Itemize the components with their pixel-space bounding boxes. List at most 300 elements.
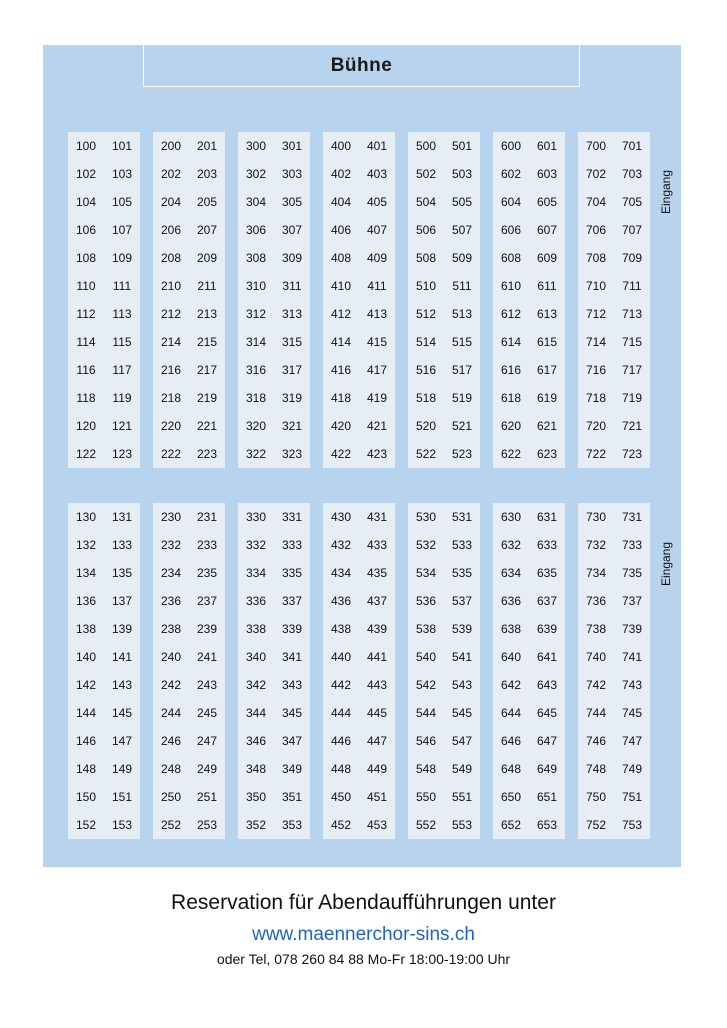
seat-440[interactable]: 440 xyxy=(330,650,352,664)
seat-112[interactable]: 112 xyxy=(76,307,96,321)
seat-747[interactable]: 747 xyxy=(621,734,643,748)
seat-635[interactable]: 635 xyxy=(536,566,558,580)
seat-704[interactable]: 704 xyxy=(585,195,607,209)
seat-617[interactable]: 617 xyxy=(536,363,558,377)
seat-600[interactable]: 600 xyxy=(500,139,522,153)
website-link[interactable]: www.maennerchor-sins.ch xyxy=(252,924,475,945)
seat-352[interactable]: 352 xyxy=(245,818,267,832)
seat-308[interactable]: 308 xyxy=(245,251,267,265)
seat-522[interactable]: 522 xyxy=(415,447,437,461)
seat-150[interactable]: 150 xyxy=(75,790,97,804)
seat-531[interactable]: 531 xyxy=(451,510,473,524)
seat-436[interactable]: 436 xyxy=(330,594,352,608)
seat-220[interactable]: 220 xyxy=(160,419,182,433)
seat-516[interactable]: 516 xyxy=(415,363,437,377)
seat-607[interactable]: 607 xyxy=(536,223,558,237)
seat-551[interactable]: 551 xyxy=(451,790,473,804)
seat-448[interactable]: 448 xyxy=(330,762,352,776)
seat-338[interactable]: 338 xyxy=(245,622,267,636)
seat-107[interactable]: 107 xyxy=(111,223,133,237)
seat-306[interactable]: 306 xyxy=(245,223,267,237)
seat-239[interactable]: 239 xyxy=(196,622,218,636)
seat-651[interactable]: 651 xyxy=(536,790,558,804)
seat-521[interactable]: 521 xyxy=(451,419,473,433)
seat-716[interactable]: 716 xyxy=(585,363,607,377)
seat-733[interactable]: 733 xyxy=(621,538,643,552)
seat-402[interactable]: 402 xyxy=(330,167,352,181)
seat-431[interactable]: 431 xyxy=(366,510,388,524)
seat-532[interactable]: 532 xyxy=(415,538,437,552)
seat-708[interactable]: 708 xyxy=(585,251,607,265)
seat-503[interactable]: 503 xyxy=(451,167,473,181)
seat-513[interactable]: 513 xyxy=(451,307,473,321)
seat-134[interactable]: 134 xyxy=(75,566,97,580)
seat-222[interactable]: 222 xyxy=(160,447,182,461)
seat-212[interactable]: 212 xyxy=(160,307,182,321)
seat-414[interactable]: 414 xyxy=(330,335,352,349)
seat-632[interactable]: 632 xyxy=(500,538,522,552)
seat-714[interactable]: 714 xyxy=(585,335,607,349)
seat-610[interactable]: 610 xyxy=(500,279,522,293)
seat-703[interactable]: 703 xyxy=(621,167,643,181)
seat-148[interactable]: 148 xyxy=(75,762,97,776)
seat-247[interactable]: 247 xyxy=(196,734,218,748)
seat-149[interactable]: 149 xyxy=(111,762,133,776)
seat-546[interactable]: 546 xyxy=(415,734,437,748)
seat-417[interactable]: 417 xyxy=(366,363,388,377)
seat-741[interactable]: 741 xyxy=(621,650,643,664)
seat-153[interactable]: 153 xyxy=(111,818,133,832)
seat-350[interactable]: 350 xyxy=(245,790,267,804)
seat-307[interactable]: 307 xyxy=(281,223,303,237)
seat-110[interactable]: 110 xyxy=(76,279,96,293)
seat-121[interactable]: 121 xyxy=(111,419,133,433)
seat-446[interactable]: 446 xyxy=(330,734,352,748)
seat-518[interactable]: 518 xyxy=(415,391,437,405)
seat-633[interactable]: 633 xyxy=(536,538,558,552)
seat-139[interactable]: 139 xyxy=(111,622,133,636)
seat-505[interactable]: 505 xyxy=(451,195,473,209)
seat-620[interactable]: 620 xyxy=(500,419,522,433)
seat-312[interactable]: 312 xyxy=(245,307,267,321)
seat-514[interactable]: 514 xyxy=(415,335,437,349)
seat-746[interactable]: 746 xyxy=(585,734,607,748)
seat-411[interactable]: 411 xyxy=(367,279,387,293)
seat-441[interactable]: 441 xyxy=(366,650,388,664)
seat-248[interactable]: 248 xyxy=(160,762,182,776)
seat-552[interactable]: 552 xyxy=(415,818,437,832)
seat-238[interactable]: 238 xyxy=(160,622,182,636)
seat-437[interactable]: 437 xyxy=(366,594,388,608)
seat-200[interactable]: 200 xyxy=(160,139,182,153)
seat-719[interactable]: 719 xyxy=(621,391,643,405)
seat-114[interactable]: 114 xyxy=(76,335,96,349)
seat-136[interactable]: 136 xyxy=(75,594,97,608)
seat-144[interactable]: 144 xyxy=(75,706,97,720)
seat-736[interactable]: 736 xyxy=(585,594,607,608)
seat-731[interactable]: 731 xyxy=(621,510,643,524)
seat-604[interactable]: 604 xyxy=(500,195,522,209)
seat-723[interactable]: 723 xyxy=(621,447,643,461)
seat-634[interactable]: 634 xyxy=(500,566,522,580)
seat-605[interactable]: 605 xyxy=(536,195,558,209)
seat-321[interactable]: 321 xyxy=(281,419,303,433)
seat-649[interactable]: 649 xyxy=(536,762,558,776)
seat-611[interactable]: 611 xyxy=(537,279,557,293)
seat-318[interactable]: 318 xyxy=(245,391,267,405)
seat-423[interactable]: 423 xyxy=(366,447,388,461)
seat-712[interactable]: 712 xyxy=(585,307,607,321)
seat-407[interactable]: 407 xyxy=(366,223,388,237)
seat-309[interactable]: 309 xyxy=(281,251,303,265)
seat-506[interactable]: 506 xyxy=(415,223,437,237)
seat-621[interactable]: 621 xyxy=(536,419,558,433)
seat-410[interactable]: 410 xyxy=(330,279,352,293)
seat-413[interactable]: 413 xyxy=(366,307,388,321)
seat-713[interactable]: 713 xyxy=(621,307,643,321)
seat-650[interactable]: 650 xyxy=(500,790,522,804)
seat-234[interactable]: 234 xyxy=(160,566,182,580)
seat-245[interactable]: 245 xyxy=(196,706,218,720)
seat-317[interactable]: 317 xyxy=(281,363,303,377)
seat-643[interactable]: 643 xyxy=(536,678,558,692)
seat-104[interactable]: 104 xyxy=(75,195,97,209)
seat-749[interactable]: 749 xyxy=(621,762,643,776)
seat-623[interactable]: 623 xyxy=(536,447,558,461)
seat-450[interactable]: 450 xyxy=(330,790,352,804)
seat-353[interactable]: 353 xyxy=(281,818,303,832)
seat-340[interactable]: 340 xyxy=(245,650,267,664)
seat-637[interactable]: 637 xyxy=(536,594,558,608)
seat-232[interactable]: 232 xyxy=(160,538,182,552)
seat-706[interactable]: 706 xyxy=(585,223,607,237)
seat-717[interactable]: 717 xyxy=(621,363,643,377)
seat-320[interactable]: 320 xyxy=(245,419,267,433)
seat-240[interactable]: 240 xyxy=(160,650,182,664)
seat-216[interactable]: 216 xyxy=(160,363,182,377)
seat-132[interactable]: 132 xyxy=(75,538,97,552)
seat-201[interactable]: 201 xyxy=(196,139,218,153)
seat-146[interactable]: 146 xyxy=(75,734,97,748)
seat-122[interactable]: 122 xyxy=(75,447,97,461)
seat-137[interactable]: 137 xyxy=(111,594,133,608)
seat-152[interactable]: 152 xyxy=(75,818,97,832)
seat-246[interactable]: 246 xyxy=(160,734,182,748)
seat-223[interactable]: 223 xyxy=(196,447,218,461)
seat-453[interactable]: 453 xyxy=(366,818,388,832)
seat-648[interactable]: 648 xyxy=(500,762,522,776)
seat-707[interactable]: 707 xyxy=(621,223,643,237)
seat-343[interactable]: 343 xyxy=(281,678,303,692)
seat-738[interactable]: 738 xyxy=(585,622,607,636)
seat-603[interactable]: 603 xyxy=(536,167,558,181)
seat-553[interactable]: 553 xyxy=(451,818,473,832)
seat-111[interactable]: 111 xyxy=(112,279,132,293)
seat-612[interactable]: 612 xyxy=(500,307,522,321)
seat-745[interactable]: 745 xyxy=(621,706,643,720)
seat-406[interactable]: 406 xyxy=(330,223,352,237)
seat-644[interactable]: 644 xyxy=(500,706,522,720)
seat-251[interactable]: 251 xyxy=(196,790,218,804)
seat-217[interactable]: 217 xyxy=(196,363,218,377)
seat-409[interactable]: 409 xyxy=(366,251,388,265)
seat-119[interactable]: 119 xyxy=(112,391,132,405)
seat-652[interactable]: 652 xyxy=(500,818,522,832)
seat-333[interactable]: 333 xyxy=(281,538,303,552)
seat-252[interactable]: 252 xyxy=(160,818,182,832)
seat-140[interactable]: 140 xyxy=(75,650,97,664)
seat-647[interactable]: 647 xyxy=(536,734,558,748)
seat-452[interactable]: 452 xyxy=(330,818,352,832)
seat-430[interactable]: 430 xyxy=(330,510,352,524)
seat-123[interactable]: 123 xyxy=(111,447,133,461)
seat-332[interactable]: 332 xyxy=(245,538,267,552)
seat-742[interactable]: 742 xyxy=(585,678,607,692)
seat-336[interactable]: 336 xyxy=(245,594,267,608)
seat-753[interactable]: 753 xyxy=(621,818,643,832)
seat-303[interactable]: 303 xyxy=(281,167,303,181)
seat-219[interactable]: 219 xyxy=(196,391,218,405)
seat-351[interactable]: 351 xyxy=(281,790,303,804)
seat-241[interactable]: 241 xyxy=(196,650,218,664)
seat-115[interactable]: 115 xyxy=(112,335,132,349)
seat-502[interactable]: 502 xyxy=(415,167,437,181)
seat-710[interactable]: 710 xyxy=(585,279,607,293)
seat-147[interactable]: 147 xyxy=(111,734,133,748)
seat-345[interactable]: 345 xyxy=(281,706,303,720)
seat-231[interactable]: 231 xyxy=(196,510,218,524)
seat-116[interactable]: 116 xyxy=(76,363,96,377)
seat-615[interactable]: 615 xyxy=(536,335,558,349)
seat-545[interactable]: 545 xyxy=(451,706,473,720)
seat-233[interactable]: 233 xyxy=(196,538,218,552)
seat-718[interactable]: 718 xyxy=(585,391,607,405)
seat-447[interactable]: 447 xyxy=(366,734,388,748)
seat-422[interactable]: 422 xyxy=(330,447,352,461)
seat-235[interactable]: 235 xyxy=(196,566,218,580)
seat-608[interactable]: 608 xyxy=(500,251,522,265)
seat-337[interactable]: 337 xyxy=(281,594,303,608)
seat-236[interactable]: 236 xyxy=(160,594,182,608)
seat-735[interactable]: 735 xyxy=(621,566,643,580)
seat-421[interactable]: 421 xyxy=(366,419,388,433)
seat-618[interactable]: 618 xyxy=(500,391,522,405)
seat-504[interactable]: 504 xyxy=(415,195,437,209)
seat-106[interactable]: 106 xyxy=(75,223,97,237)
seat-433[interactable]: 433 xyxy=(366,538,388,552)
seat-631[interactable]: 631 xyxy=(536,510,558,524)
seat-316[interactable]: 316 xyxy=(245,363,267,377)
seat-408[interactable]: 408 xyxy=(330,251,352,265)
seat-609[interactable]: 609 xyxy=(536,251,558,265)
seat-415[interactable]: 415 xyxy=(366,335,388,349)
seat-209[interactable]: 209 xyxy=(196,251,218,265)
seat-501[interactable]: 501 xyxy=(451,139,473,153)
seat-547[interactable]: 547 xyxy=(451,734,473,748)
seat-750[interactable]: 750 xyxy=(585,790,607,804)
seat-535[interactable]: 535 xyxy=(451,566,473,580)
seat-541[interactable]: 541 xyxy=(451,650,473,664)
seat-215[interactable]: 215 xyxy=(196,335,218,349)
seat-348[interactable]: 348 xyxy=(245,762,267,776)
seat-304[interactable]: 304 xyxy=(245,195,267,209)
seat-218[interactable]: 218 xyxy=(160,391,182,405)
seat-613[interactable]: 613 xyxy=(536,307,558,321)
seat-636[interactable]: 636 xyxy=(500,594,522,608)
seat-630[interactable]: 630 xyxy=(500,510,522,524)
seat-250[interactable]: 250 xyxy=(160,790,182,804)
seat-438[interactable]: 438 xyxy=(330,622,352,636)
seat-730[interactable]: 730 xyxy=(585,510,607,524)
seat-319[interactable]: 319 xyxy=(281,391,303,405)
seat-510[interactable]: 510 xyxy=(415,279,437,293)
seat-203[interactable]: 203 xyxy=(196,167,218,181)
seat-702[interactable]: 702 xyxy=(585,167,607,181)
seat-619[interactable]: 619 xyxy=(536,391,558,405)
seat-404[interactable]: 404 xyxy=(330,195,352,209)
seat-549[interactable]: 549 xyxy=(451,762,473,776)
seat-722[interactable]: 722 xyxy=(585,447,607,461)
seat-709[interactable]: 709 xyxy=(621,251,643,265)
seat-113[interactable]: 113 xyxy=(112,307,132,321)
seat-143[interactable]: 143 xyxy=(111,678,133,692)
seat-205[interactable]: 205 xyxy=(196,195,218,209)
seat-734[interactable]: 734 xyxy=(585,566,607,580)
seat-739[interactable]: 739 xyxy=(621,622,643,636)
seat-335[interactable]: 335 xyxy=(281,566,303,580)
seat-130[interactable]: 130 xyxy=(75,510,97,524)
seat-341[interactable]: 341 xyxy=(281,650,303,664)
seat-206[interactable]: 206 xyxy=(160,223,182,237)
seat-133[interactable]: 133 xyxy=(111,538,133,552)
seat-705[interactable]: 705 xyxy=(621,195,643,209)
seat-435[interactable]: 435 xyxy=(366,566,388,580)
seat-347[interactable]: 347 xyxy=(281,734,303,748)
seat-537[interactable]: 537 xyxy=(451,594,473,608)
seat-310[interactable]: 310 xyxy=(245,279,267,293)
seat-550[interactable]: 550 xyxy=(415,790,437,804)
seat-543[interactable]: 543 xyxy=(451,678,473,692)
seat-645[interactable]: 645 xyxy=(536,706,558,720)
seat-138[interactable]: 138 xyxy=(75,622,97,636)
seat-646[interactable]: 646 xyxy=(500,734,522,748)
seat-444[interactable]: 444 xyxy=(330,706,352,720)
seat-323[interactable]: 323 xyxy=(281,447,303,461)
seat-302[interactable]: 302 xyxy=(245,167,267,181)
seat-105[interactable]: 105 xyxy=(111,195,133,209)
seat-439[interactable]: 439 xyxy=(366,622,388,636)
seat-221[interactable]: 221 xyxy=(196,419,218,433)
seat-519[interactable]: 519 xyxy=(451,391,473,405)
seat-305[interactable]: 305 xyxy=(281,195,303,209)
seat-449[interactable]: 449 xyxy=(366,762,388,776)
seat-539[interactable]: 539 xyxy=(451,622,473,636)
seat-331[interactable]: 331 xyxy=(281,510,303,524)
seat-642[interactable]: 642 xyxy=(500,678,522,692)
seat-542[interactable]: 542 xyxy=(415,678,437,692)
seat-344[interactable]: 344 xyxy=(245,706,267,720)
seat-204[interactable]: 204 xyxy=(160,195,182,209)
seat-512[interactable]: 512 xyxy=(415,307,437,321)
seat-443[interactable]: 443 xyxy=(366,678,388,692)
seat-500[interactable]: 500 xyxy=(415,139,437,153)
seat-237[interactable]: 237 xyxy=(196,594,218,608)
seat-515[interactable]: 515 xyxy=(451,335,473,349)
seat-740[interactable]: 740 xyxy=(585,650,607,664)
seat-507[interactable]: 507 xyxy=(451,223,473,237)
seat-208[interactable]: 208 xyxy=(160,251,182,265)
seat-207[interactable]: 207 xyxy=(196,223,218,237)
seat-145[interactable]: 145 xyxy=(111,706,133,720)
seat-639[interactable]: 639 xyxy=(536,622,558,636)
seat-530[interactable]: 530 xyxy=(415,510,437,524)
seat-748[interactable]: 748 xyxy=(585,762,607,776)
seat-230[interactable]: 230 xyxy=(160,510,182,524)
seat-142[interactable]: 142 xyxy=(75,678,97,692)
seat-737[interactable]: 737 xyxy=(621,594,643,608)
seat-534[interactable]: 534 xyxy=(415,566,437,580)
seat-432[interactable]: 432 xyxy=(330,538,352,552)
seat-109[interactable]: 109 xyxy=(111,251,133,265)
seat-210[interactable]: 210 xyxy=(160,279,182,293)
seat-616[interactable]: 616 xyxy=(500,363,522,377)
seat-536[interactable]: 536 xyxy=(415,594,437,608)
seat-401[interactable]: 401 xyxy=(366,139,388,153)
seat-533[interactable]: 533 xyxy=(451,538,473,552)
seat-405[interactable]: 405 xyxy=(366,195,388,209)
seat-403[interactable]: 403 xyxy=(366,167,388,181)
seat-118[interactable]: 118 xyxy=(76,391,96,405)
seat-752[interactable]: 752 xyxy=(585,818,607,832)
seat-701[interactable]: 701 xyxy=(621,139,643,153)
seat-711[interactable]: 711 xyxy=(622,279,642,293)
seat-103[interactable]: 103 xyxy=(111,167,133,181)
seat-339[interactable]: 339 xyxy=(281,622,303,636)
seat-653[interactable]: 653 xyxy=(536,818,558,832)
seat-751[interactable]: 751 xyxy=(621,790,643,804)
seat-523[interactable]: 523 xyxy=(451,447,473,461)
seat-638[interactable]: 638 xyxy=(500,622,522,636)
seat-249[interactable]: 249 xyxy=(196,762,218,776)
seat-548[interactable]: 548 xyxy=(415,762,437,776)
seat-300[interactable]: 300 xyxy=(245,139,267,153)
seat-313[interactable]: 313 xyxy=(281,307,303,321)
seat-442[interactable]: 442 xyxy=(330,678,352,692)
seat-135[interactable]: 135 xyxy=(111,566,133,580)
seat-622[interactable]: 622 xyxy=(500,447,522,461)
seat-243[interactable]: 243 xyxy=(196,678,218,692)
seat-244[interactable]: 244 xyxy=(160,706,182,720)
seat-315[interactable]: 315 xyxy=(281,335,303,349)
seat-517[interactable]: 517 xyxy=(451,363,473,377)
seat-101[interactable]: 101 xyxy=(111,139,133,153)
seat-511[interactable]: 511 xyxy=(452,279,472,293)
seat-538[interactable]: 538 xyxy=(415,622,437,636)
seat-214[interactable]: 214 xyxy=(160,335,182,349)
seat-601[interactable]: 601 xyxy=(536,139,558,153)
seat-102[interactable]: 102 xyxy=(75,167,97,181)
seat-540[interactable]: 540 xyxy=(415,650,437,664)
seat-202[interactable]: 202 xyxy=(160,167,182,181)
seat-418[interactable]: 418 xyxy=(330,391,352,405)
seat-108[interactable]: 108 xyxy=(75,251,97,265)
seat-311[interactable]: 311 xyxy=(282,279,302,293)
seat-100[interactable]: 100 xyxy=(75,139,97,153)
seat-445[interactable]: 445 xyxy=(366,706,388,720)
seat-120[interactable]: 120 xyxy=(75,419,97,433)
seat-744[interactable]: 744 xyxy=(585,706,607,720)
seat-508[interactable]: 508 xyxy=(415,251,437,265)
